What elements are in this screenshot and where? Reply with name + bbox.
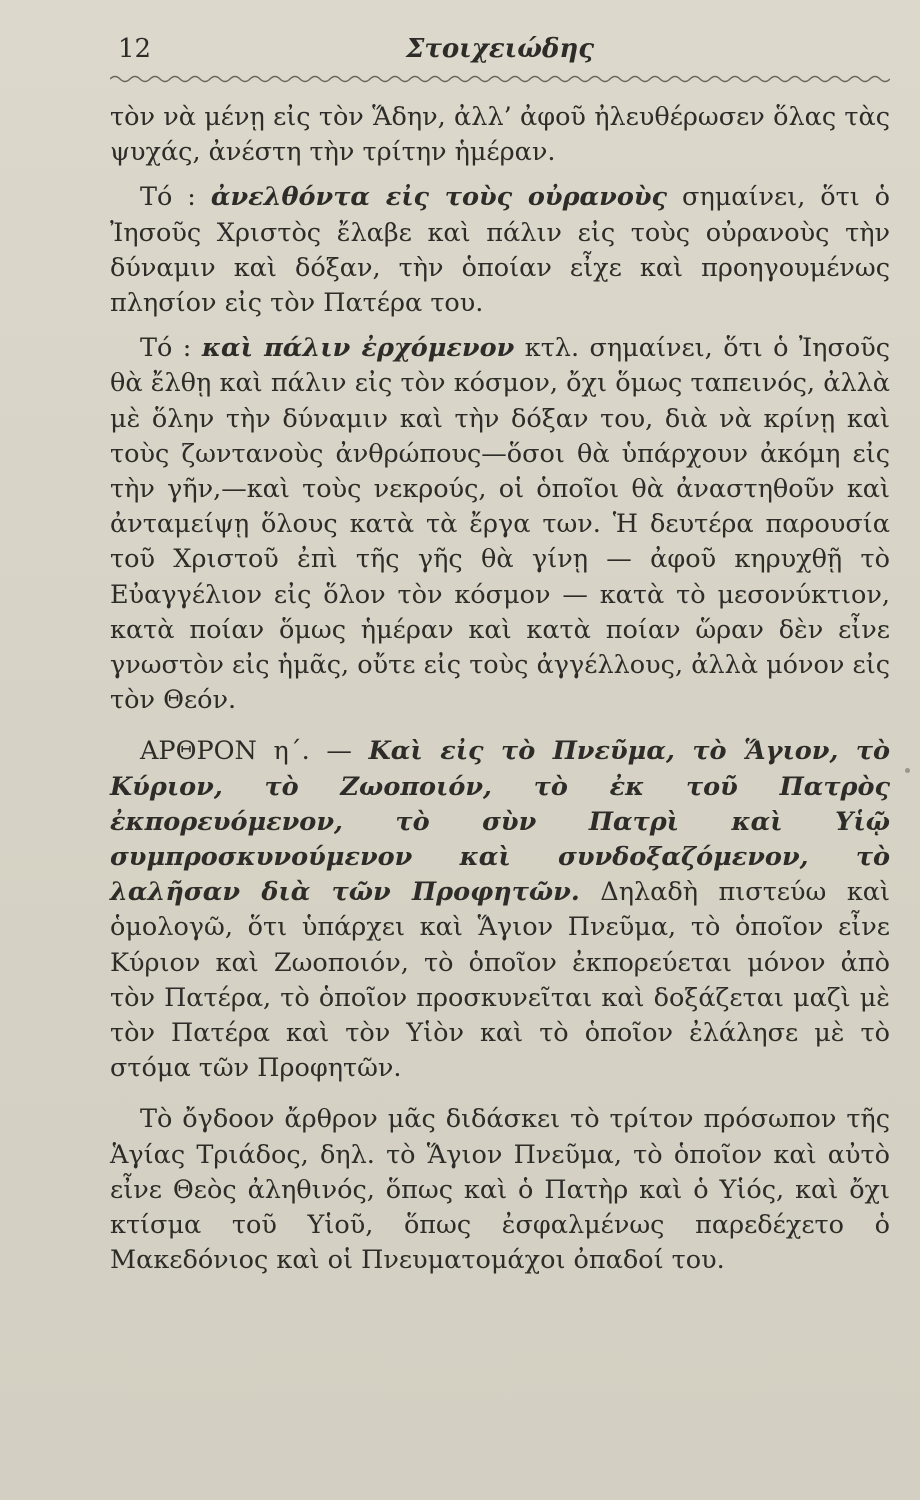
paragraph-1-text: τὸν νὰ μένῃ εἰς τὸν Ἅδην, ἀλλ’ ἀφοῦ ἠλευθέρωσεν ὅλας τὰς ψυχάς, ἀνέστη τὴν τρίτην ἡμέραν. <box>110 102 890 168</box>
paragraph-1 <box>110 100 890 170</box>
paragraph-5-text: Τὸ ὄγδοον ἄρθρον μᾶς διδάσκει τὸ τρίτον πρόσωπον τῆς Ἁγίας Τριάδος, δηλ. τὸ Ἅγιον Πνεῦμα, τὸ ὁποῖον καὶ αὐτὸ εἶνε Θεὸς ἀληθινός, ὅπως καὶ ὁ Πατὴρ καὶ ὁ Υἱός, καὶ ὄχι κτίσμα τοῦ Υἱοῦ, ὅπως ἐσφαλμένως παρεδέχετο ὁ Μακεδόνιος καὶ οἱ Πνευματομάχοι ὀπαδοί του. <box>110 1104 890 1276</box>
paragraph-3-lead: Τό : <box>140 333 192 364</box>
paragraph-2-rest: σημαίνει, ὅτι ὁ Ἰησοῦς Χριστὸς ἔλαβε καὶ πάλιν εἰς τοὺς οὐρανοὺς τὴν δύναμιν καὶ δόξαν, τὴν ὁποίαν εἶχε καὶ προηγουμένως πλησίον εἰς τὸν Πατέρα του. <box>110 182 890 319</box>
paragraph-5 <box>110 1102 890 1278</box>
article-8-paragraph <box>110 734 890 1086</box>
running-title: Στοιχειώδης <box>405 34 595 64</box>
body-text <box>110 100 890 1289</box>
paragraph-3-phrase: καὶ πάλιν ἐρχόμενον <box>201 333 515 364</box>
paragraph-2-phrase: ἀνελθόντα εἰς τοὺς οὐρανοὺς <box>210 182 668 213</box>
article-explanation: Δηλαδὴ πιστεύω καὶ ὁμολογῶ, ὅτι ὑπάρχει καὶ Ἅγιον Πνεῦμα, τὸ ὁποῖον εἶνε Κύριον καὶ Ζωοποιόν, τὸ ὁποῖον ἐκπορεύεται μόνον ἀπὸ τὸν Πατέρα, τὸ ὁποῖον προσκυνεῖται καὶ δοξάζεται μαζὶ μὲ τὸν Πατέρα καὶ τὸν Υἱὸν καὶ τὸ ὁποῖον ἐλάλησε μὲ τὸ στόμα τῶν Προφητῶν. <box>110 877 890 1084</box>
article-creed-text: Καὶ εἰς τὸ Πνεῦμα, τὸ Ἅγιον, τὸ Κύριον, τὸ Ζωοποιόν, τὸ ἐκ τοῦ Πατρὸς ἐκπορευόμενον, τὸ σὺν Πατρὶ καὶ Υἱῷ συμπροσκυνούμενον καὶ συνδοξαζόμενον, τὸ λαλῆσαν διὰ τῶν Προφητῶν. <box>110 736 891 908</box>
page-header <box>110 30 890 74</box>
page-number: 12 <box>118 34 152 64</box>
paragraph-3-rest: κτλ. σημαίνει, ὅτι ὁ Ἰησοῦς θὰ ἔλθῃ καὶ πάλιν εἰς τὸν κόσμον, ὄχι ὅμως ταπεινός, ἀλλὰ μὲ ὅλην τὴν δύναμιν καὶ τὴν δόξαν του, διὰ νὰ κρίνῃ καὶ τοὺς ζωντανοὺς ἀνθρώπους—ὅσοι θὰ ὑπάρχουν ἀκόμη εἰς τὴν γῆν,—καὶ τοὺς νεκρούς, οἱ ὁποῖοι θὰ ἀναστηθοῦν καὶ ἀνταμείψῃ ὅλους κατὰ τὰ ἔργα των. Ἡ δευτέρα παρουσία τοῦ Χριστοῦ ἐπὶ τῆς γῆς θὰ γίνῃ — ἀφοῦ κηρυχθῇ τὸ Εὐαγγέλιον εἰς ὅλον τὸν κόσμον — κατὰ τὸ μεσονύκτιον, κατὰ ποίαν ὅμως ἡμέραν καὶ κατὰ ποίαν ὥραν δὲν εἶνε γνωστὸν εἰς ἡμᾶς, οὔτε εἰς τοὺς ἀγγέλλους, ἀλλὰ μόνον εἰς τὸν Θεόν. <box>110 333 890 716</box>
article-heading: ΑΡΘΡΟΝ η΄. — <box>140 736 352 767</box>
paragraph-3 <box>110 331 890 718</box>
wavy-rule <box>110 72 890 86</box>
paragraph-2-lead: Τό : <box>140 182 196 213</box>
speck <box>905 768 910 773</box>
paragraph-2 <box>110 180 890 321</box>
